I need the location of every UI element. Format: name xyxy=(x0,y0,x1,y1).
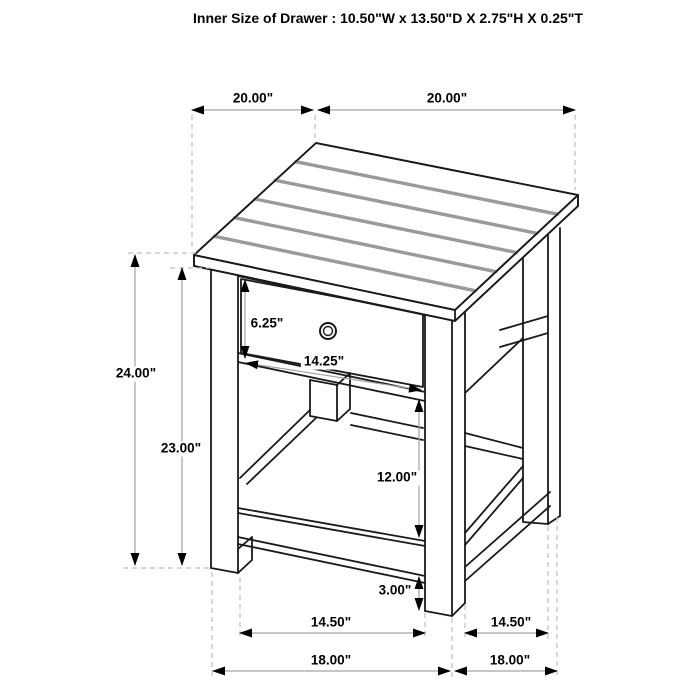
dim-label-base-depth: 18.00" xyxy=(487,654,533,669)
compartment-interior xyxy=(240,373,423,484)
dim-label-overall-height: 24.00" xyxy=(113,367,159,382)
front-left-leg xyxy=(211,269,238,573)
dim-label-top-width-right: 20.00" xyxy=(424,92,470,107)
tabletop xyxy=(194,143,578,321)
right-side-rails xyxy=(465,316,550,581)
dim-label-front-leg-span: 14.50" xyxy=(308,616,354,631)
dim-label-side-leg-span: 14.50" xyxy=(488,616,534,631)
knob-inner-ring xyxy=(324,327,333,336)
dim-label-drawer-face-height: 6.25" xyxy=(248,317,287,332)
dim-label-foot-height: 3.00" xyxy=(376,584,415,599)
dim-label-under-top-height: 23.00" xyxy=(158,442,204,457)
front-right-leg xyxy=(425,310,465,616)
lower-shelf xyxy=(238,508,425,583)
back-right-leg xyxy=(523,228,560,524)
dim-label-drawer-face-width: 14.25" xyxy=(301,355,347,370)
table-structure xyxy=(194,143,578,616)
dim-label-top-depth-left: 20.00" xyxy=(230,92,276,107)
dim-label-shelf-clearance: 12.00" xyxy=(374,471,420,486)
knob-icon xyxy=(320,323,336,339)
dim-label-base-width: 18.00" xyxy=(308,654,354,669)
drawing-title: Inner Size of Drawer : 10.50"W x 13.50"D X 2.75"H X 0.25"T xyxy=(193,10,583,26)
